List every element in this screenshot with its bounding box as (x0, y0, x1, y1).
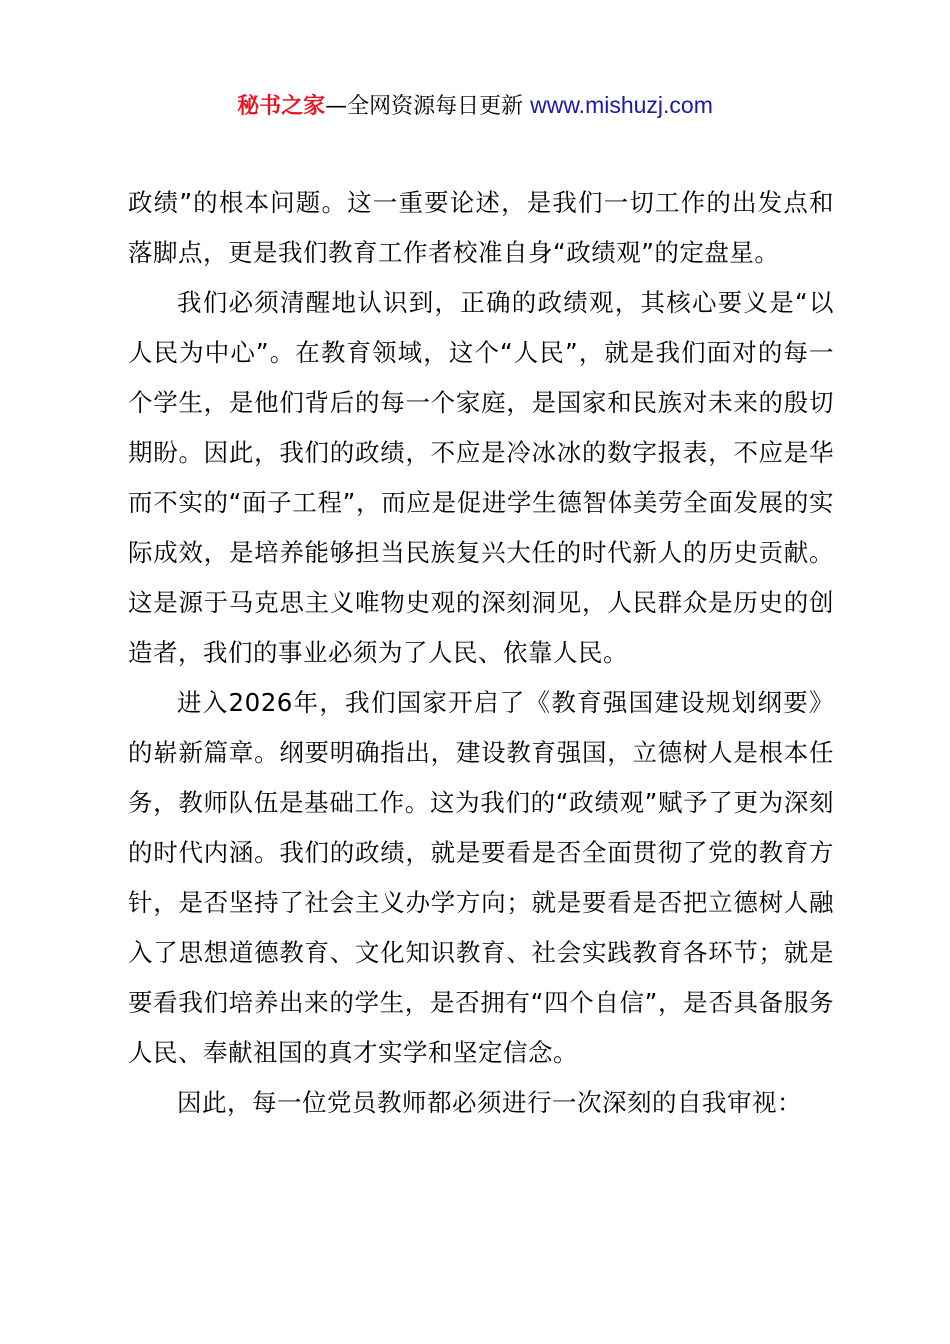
paragraph-education-plan: 进入2026年，我们国家开启了《教育强国建设规划纲要》的崭新篇章。纲要明确指出，建设教育强国，立德树人是根本任务，教师队伍是基础工作。这为我们的“政绩观”赋予了更为深刻的时代内涵。我们的政绩，就是要看是否全面贯彻了党的教育方针，是否坚持了社会主义办学方向；就是要看是否把立德树人融入了思想道德教育、文化知识教育、社会实践教育各环节；就是要看我们培养出来的学生，是否拥有“四个自信”，是否具备服务人民、奉献祖国的真才实学和坚定信念。 (128, 688, 834, 1067)
page-header (0, 88, 950, 124)
paragraph-continuation: 政绩”的根本问题。这一重要论述，是我们一切工作的出发点和落脚点，更是我们教育工作者校准自身“政绩观”的定盘星。 (128, 188, 834, 267)
document-body (128, 178, 834, 1128)
website-link[interactable]: www.mishuzj.com (530, 92, 713, 118)
brand-name: 秘书之家 (237, 94, 326, 119)
paragraph-self-review: 因此，每一位党员教师都必须进行一次深刻的自我审视： (177, 1088, 802, 1117)
paragraph-people-centered: 我们必须清醒地认识到，正确的政绩观，其核心要义是“以人民为中心”。在教育领域，这个“人民”，就是我们面对的每一个学生，是他们背后的每一个家庭，是国家和民族对未来的殷切期盼。因此，我们的政绩，不应是冷冰冰的数字报表，不应是华而不实的“面子工程”，而应是促进学生德智体美劳全面发展的实际成效，是培养能够担当民族复兴大任的时代新人的历史贡献。这是源于马克思主义唯物史观的深刻洞见，人民群众是历史的创造者，我们的事业必须为了人民、依靠人民。 (128, 288, 834, 667)
header-tagline: —全网资源每日更新 (325, 94, 524, 119)
